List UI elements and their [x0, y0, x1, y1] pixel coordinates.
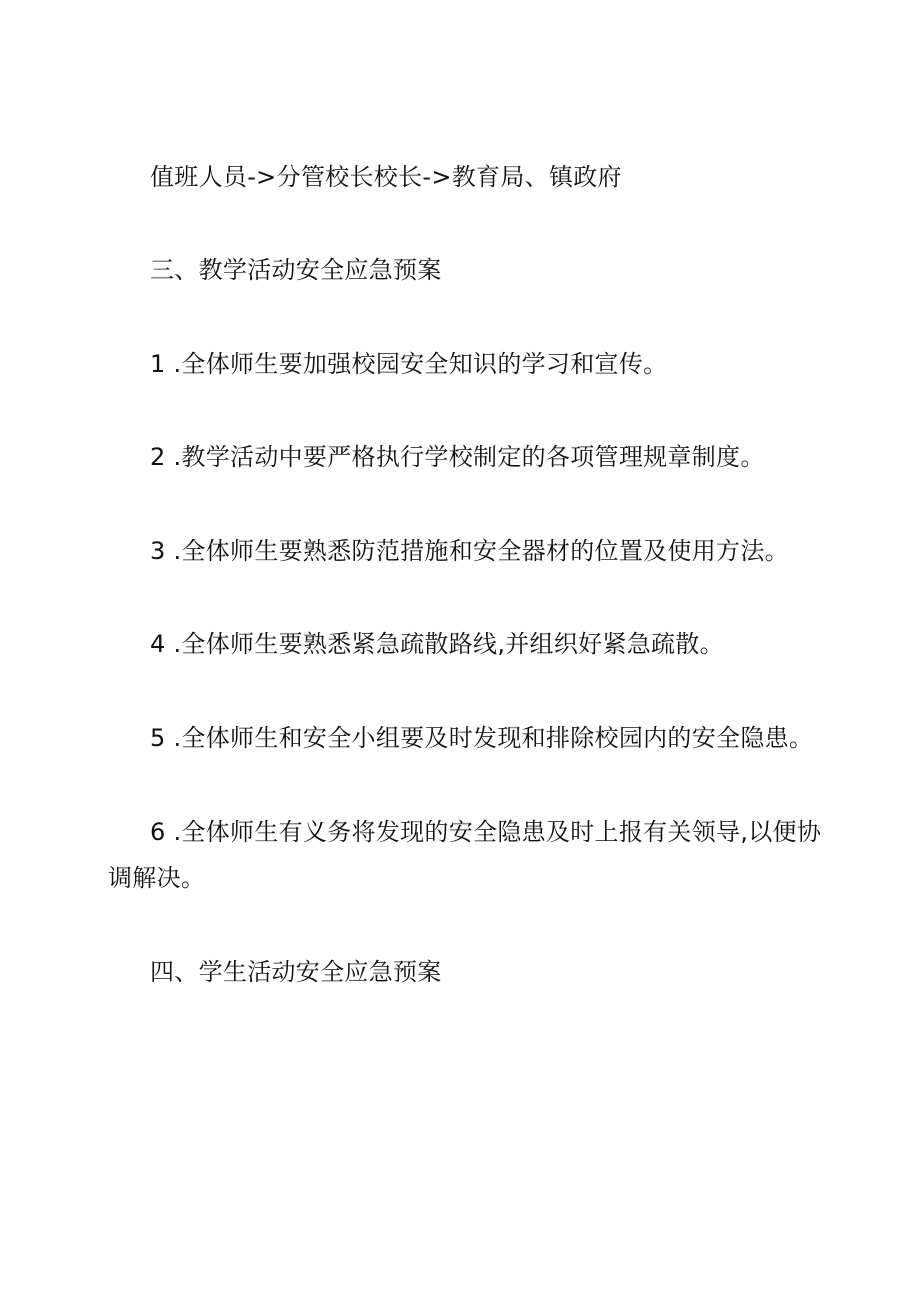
section-heading-3: 三、教学活动安全应急预案	[150, 256, 442, 284]
list-item-5: 5 .全体师生和安全小组要及时发现和排除校园内的安全隐患。	[150, 724, 814, 752]
section-heading-4: 四、学生活动安全应急预案	[150, 958, 442, 986]
list-item-6: 6 .全体师生有义务将发现的安全隐患及时上报有关领导,以便协	[150, 818, 822, 846]
list-item-1: 1 .全体师生要加强校园安全知识的学习和宣传。	[150, 350, 668, 378]
paragraph-reporting-chain: 值班人员->分管校长校长->教育局、镇政府	[150, 163, 622, 191]
list-item-3: 3 .全体师生要熟悉防范措施和安全器材的位置及使用方法。	[150, 537, 789, 565]
list-item-2: 2 .教学活动中要严格执行学校制定的各项管理规章制度。	[150, 443, 765, 471]
list-item-4: 4 .全体师生要熟悉紧急疏散路线,并组织好紧急疏散。	[150, 630, 724, 658]
list-item-6-continuation: 调解决。	[108, 864, 206, 892]
